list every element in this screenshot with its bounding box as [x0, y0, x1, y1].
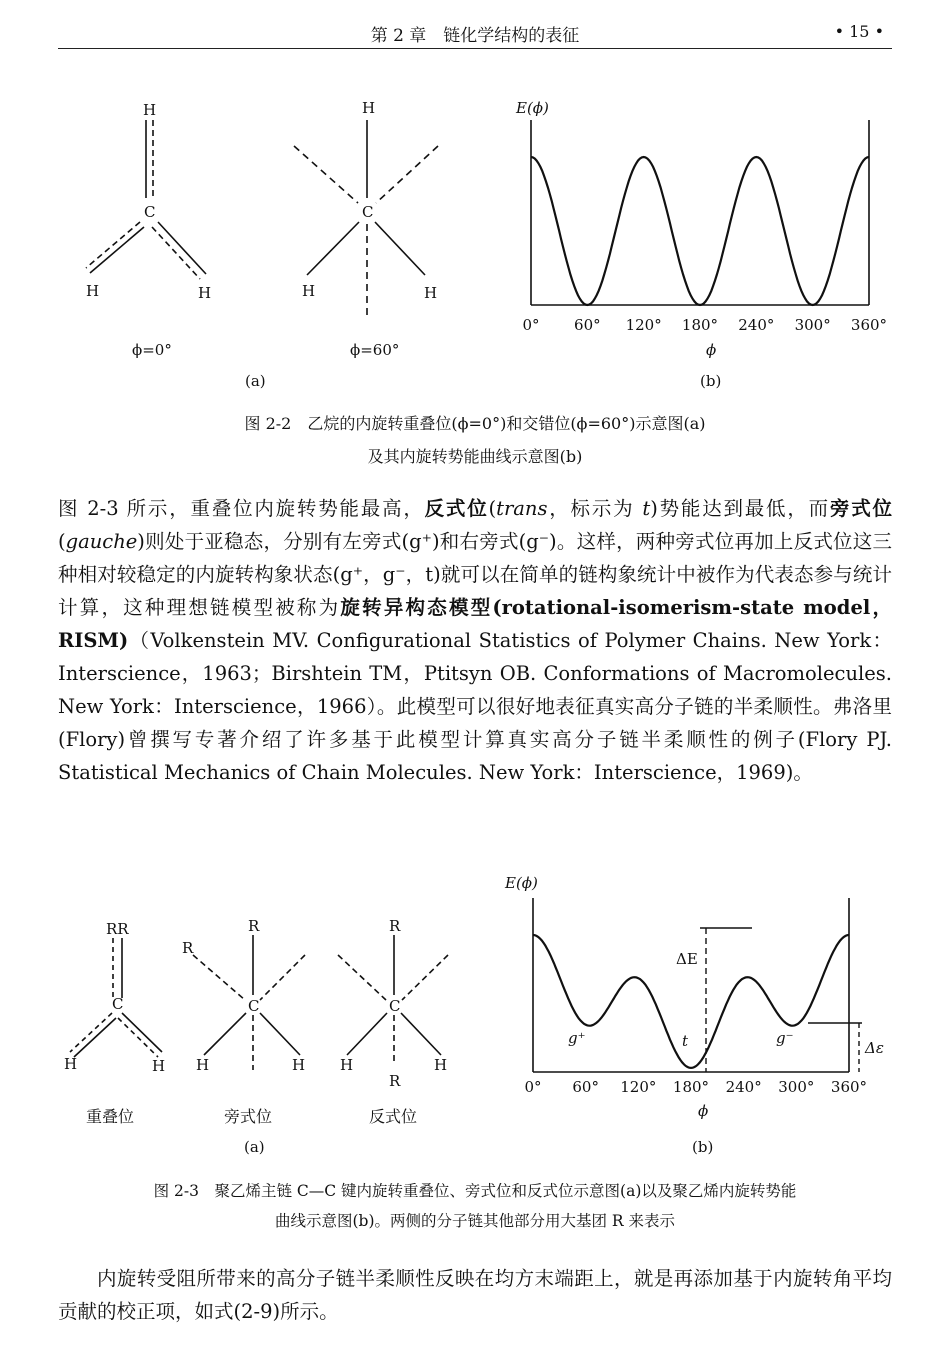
fig22-energy-chart: [515, 99, 887, 390]
figure-2-3-caption-line-2: 曲线示意图(b)。两侧的分子链其他部分用大基团 R 来表示: [274, 1212, 676, 1230]
atom-rr: RR: [106, 920, 129, 938]
atom-h: H: [86, 282, 100, 300]
atom-h: H: [340, 1056, 354, 1074]
sublabel-a: (a): [245, 372, 266, 390]
sublabel-b: (b): [692, 1138, 714, 1156]
fig22-atom-labels: [86, 99, 437, 302]
figure-2-2-caption-line-1: 图 2-2 乙烷的内旋转重叠位(ϕ=0°)和交错位(ϕ=60°)示意图(a): [244, 414, 706, 433]
delta-eps-label: Δε: [865, 1039, 884, 1057]
figure-2-3-caption-line-1: 图 2-3 聚乙烯主链 C—C 键内旋转重叠位、旁式位和反式位示意图(a)以及聚乙烯内旋转势能: [153, 1182, 797, 1200]
t-label: t: [682, 1032, 689, 1050]
x-axis-label: ϕ: [698, 1102, 709, 1120]
atom-r: R: [389, 1072, 401, 1090]
g-plus-label: g⁺: [568, 1029, 586, 1047]
atom-h: H: [143, 101, 157, 119]
x-tick-label: 60°: [572, 1078, 599, 1096]
atom-h: H: [152, 1057, 166, 1075]
text: 图 2-3 所示，重叠位内旋转势能最高，: [58, 497, 425, 520]
text: (: [58, 530, 66, 553]
symbol-t: t: [642, 497, 651, 520]
x-tick-label: 0°: [522, 316, 540, 334]
atom-c: C: [144, 203, 156, 221]
atom-h: H: [362, 99, 376, 117]
label-gauche: 旁式位: [224, 1107, 273, 1126]
fig22-panel-a: [86, 120, 438, 318]
atom-c: C: [112, 995, 124, 1013]
text: （Volkenstein MV. Configurational Statistics of Polymer Chains. New York：Interscience，1963；Birshtein TM，Ptitsyn OB. Conformations of Macromolecules. New York：Interscience，1966）。此模型可以很好地表征真实高分子链的半柔顺性。弗洛里(Flory)曾撰写专著介绍了许多基于此模型计算真实高分子链半柔顺性的例子(Flory PJ. Statistical Mechanics of Chain Molecules. New York：Interscience，1969)。: [58, 629, 892, 784]
x-tick-label: 120°: [620, 1078, 657, 1096]
atom-r: R: [248, 917, 260, 935]
body-paragraph-2: 内旋转受阻所带来的高分子链半柔顺性反映在均方末端距上，就是再添加基于内旋转角平均贡献的校正项，如式(2-9)所示。: [58, 1267, 892, 1323]
term-trans: 反式位: [424, 497, 489, 520]
label-trans: 反式位: [369, 1107, 418, 1126]
x-tick-label: 240°: [725, 1078, 762, 1096]
atom-h: H: [434, 1056, 448, 1074]
energy-curve: [531, 157, 869, 305]
term-trans-en: trans: [496, 497, 548, 520]
x-axis-label: ϕ: [706, 341, 717, 359]
label-eclipsed: 重叠位: [86, 1107, 135, 1126]
fig23-energy-chart: [504, 874, 884, 1156]
atom-r: R: [389, 917, 401, 935]
atom-h: H: [198, 284, 212, 302]
x-tick-label: 300°: [778, 1078, 815, 1096]
y-axis-label: E(ϕ): [505, 874, 538, 892]
chapter-title: 第 2 章 链化学结构的表征: [370, 26, 580, 46]
term-rism: 旋转异构态模型(rotational-isomerism-state model，RISM): [58, 596, 892, 652]
text: )则处于亚稳态，分别有左旁式(g⁺)和右旁式(g⁻)。这样，两种旁式位再加上反式位这三种相对较稳定的内旋转构象状态(g⁺，g⁻，t)就可以在简单的链构象统计中被作为代表态参与统计计算，这种理想链模型被称为: [58, 530, 892, 619]
sublabel-b: (b): [700, 372, 722, 390]
figure-2-2-caption-line-2: 及其内旋转势能曲线示意图(b): [367, 447, 583, 466]
label-phi-60: ϕ=60°: [350, 341, 400, 359]
sublabel-a: (a): [244, 1138, 265, 1156]
atom-h: H: [196, 1056, 210, 1074]
atom-r: R: [182, 939, 194, 957]
delta-e-label: ΔE: [676, 950, 698, 968]
label-phi-0: ϕ=0°: [132, 341, 172, 359]
text: )势能达到最低，而: [650, 497, 830, 520]
body-paragraph-1: [58, 492, 892, 789]
x-tick-label: 120°: [625, 316, 662, 334]
x-tick-label: 0°: [524, 1078, 542, 1096]
atom-h: H: [302, 282, 316, 300]
x-tick-label: 180°: [681, 316, 719, 334]
text: ，标示为: [547, 497, 643, 520]
x-tick-label: 60°: [574, 316, 601, 334]
y-axis-label: E(ϕ): [516, 99, 549, 117]
atom-h: H: [424, 284, 438, 302]
figure-2-3: [0, 860, 952, 1170]
atom-c: C: [362, 203, 374, 221]
x-tick-label: 360°: [830, 1078, 868, 1096]
x-tick-label: 180°: [672, 1078, 710, 1096]
x-tick-label: 360°: [850, 316, 888, 334]
term-gauche-en: gauche: [65, 530, 138, 553]
atom-c: C: [248, 997, 260, 1015]
text: (: [488, 497, 497, 520]
x-tick-label: 300°: [794, 316, 831, 334]
term-gauche: 旁式位: [829, 497, 892, 520]
page-number: • 15 •: [834, 22, 884, 41]
figure-2-2: [0, 0, 952, 480]
x-tick-label: 240°: [738, 316, 775, 334]
g-minus-label: g⁻: [776, 1029, 794, 1047]
atom-h: H: [64, 1055, 78, 1073]
atom-c: C: [389, 997, 401, 1015]
atom-h: H: [292, 1056, 306, 1074]
